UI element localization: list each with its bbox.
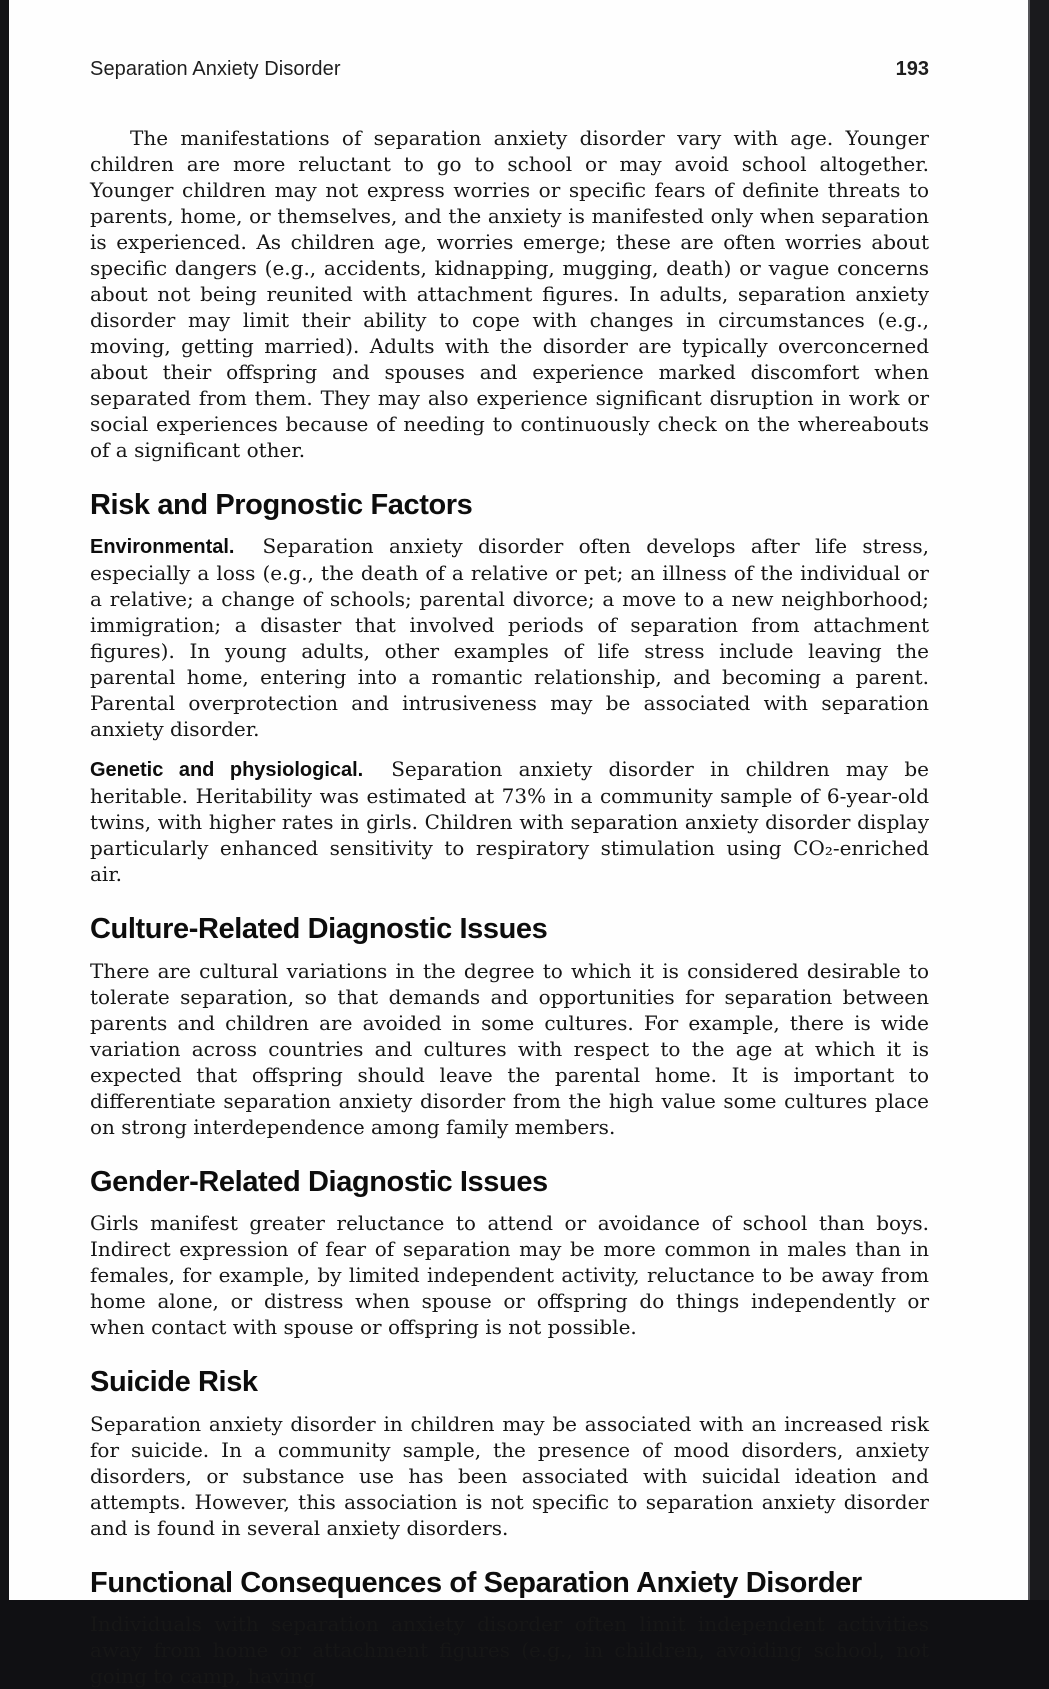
section-title-risk-and-prognostic-factors: Risk and Prognostic Factors [90, 489, 473, 521]
book-page [9, 0, 1028, 1689]
page-number: 193 [895, 58, 929, 80]
paragraph-culture-related: There are cultural variations in the degree to which it is considered desirable to tolerate separation, so that demands and opportunities for separation between parents and children are avoided in some cultures. For example, there is wide variation across countries and cultures with respect to the age at which it is expected that offspring should leave the parental home. It is important to differentiate separation anxiety disorder from the high value some cultures place on strong interdependence among family members. [90, 958, 929, 1139]
paragraph-text-genetic-physiological: Separation anxiety disorder in children may be heritable. Heritability was estimated at 73% in a community sample of 6-year-old twins, with higher rates in girls. Children with separation anxiety disorder display particularly enhanced sensitivity to respiratory stimulation using CO₂-enriched air. [90, 757, 929, 887]
paragraph-environmental [90, 533, 929, 742]
intro-paragraph: The manifestations of separation anxiety disorder vary with age. Younger children are more reluctant to go to school or may avoid school altogether. Younger children may not express worries or specific fears of definite threats to parents, home, or themselves, and the anxiety is manifested only when separation is experienced. As children age, worries emerge; these are often worries about specific dangers (e.g., accidents, kidnapping, mugging, death) or vague concerns about not being reunited with attachment figures. In adults, separation anxiety disorder may limit their ability to cope with changes in circumstances (e.g., moving, getting married). Adults with the disorder are typically overconcerned about their offspring and spouses and experience marked discomfort when separated from them. They may also experience significant disruption in work or social experiences because of needing to continuously check on the whereabouts of a significant other. [90, 126, 929, 462]
right-edge-background [1028, 0, 1049, 1600]
paragraph-gender-related: Girls manifest greater reluctance to attend or avoidance of school than boys. Indirect expression of fear of separation may be more common in males than in females, for example, by limited independent activity, reluctance to be away from home alone, or distress when spouse or offspring do things independently or when contact with spouse or offspring is not possible. [90, 1211, 929, 1340]
runin-label-genetic-physiological: Genetic and physiological. [90, 759, 364, 782]
section-title-suicide-risk: Suicide Risk [90, 1366, 258, 1399]
section-title-gender-related: Gender-Related Diagnostic Issues [90, 1165, 548, 1198]
running-head-title: Separation Anxiety Disorder [90, 58, 341, 80]
paragraph-text-environmental: Separation anxiety disorder often develops after life stress, especially a loss (e.g., the death of a relative or pet; an illness of the individual or a relative; a change of schools; parental divorce; a move to a new neighborhood; immigration; a disaster that involved periods of separation from attachment figures). In young adults, other examples of life stress include leaving the parental home, entering into a romantic relationship, and becoming a parent. Parental overprotection and intrusiveness may be associated with separation anxiety disorder. [90, 534, 929, 742]
section-title-culture-related: Culture-Related Diagnostic Issues [90, 913, 548, 946]
paragraph-suicide-risk: Separation anxiety disorder in children may be associated with an increased risk for suicide. In a community sample, the presence of mood disorders, anxiety disorders, or substance use has been associated with suicidal ideation and attempts. However, this association is not specific to separation anxiety disorder and is found in several anxiety disorders. [90, 1411, 929, 1540]
paragraph-functional-consequences: Individuals with separation anxiety disorder often limit independent activities away from home or attachment figures (e.g., in children, avoiding school, not going to camp, having [90, 1612, 929, 1689]
running-header [90, 58, 929, 81]
text-column [9, 0, 1028, 1689]
runin-label-environmental: Environmental. [90, 536, 235, 559]
left-edge-background [0, 0, 9, 1600]
section-title-functional-consequences: Functional Consequences of Separation Anxiety Disorder [90, 1566, 862, 1599]
paragraph-genetic-physiological [90, 756, 929, 887]
